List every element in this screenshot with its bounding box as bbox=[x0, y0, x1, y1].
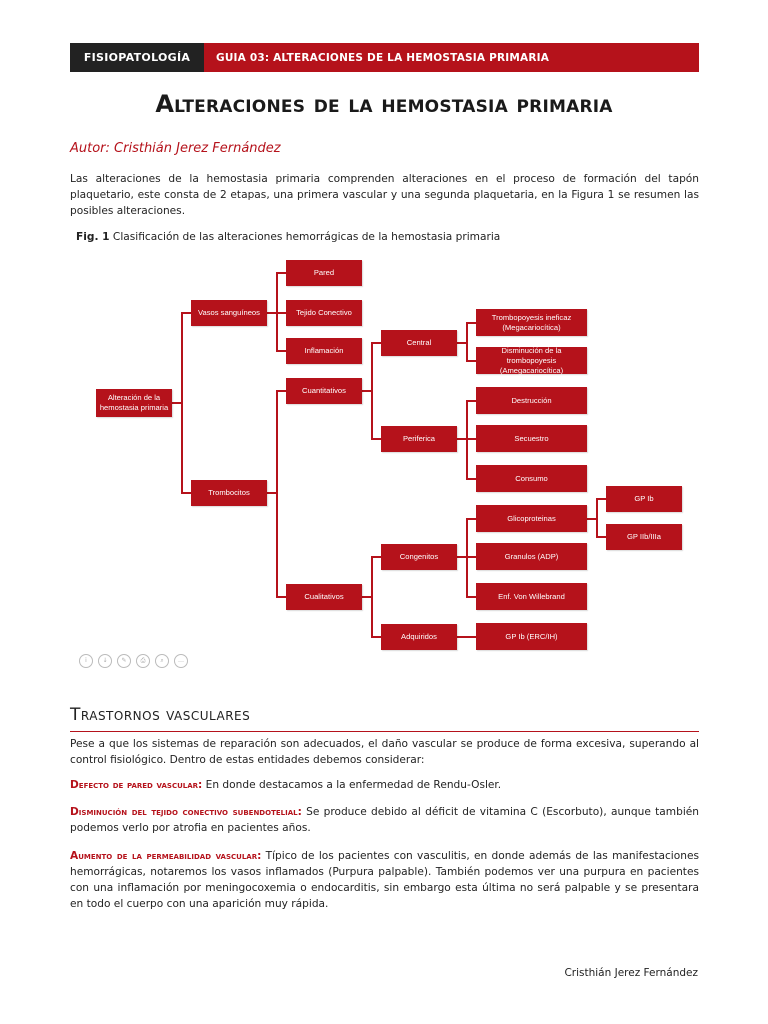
info-icon[interactable]: i bbox=[79, 654, 93, 668]
node-tejido: Tejido Conectivo bbox=[286, 300, 362, 326]
node-cualitativos: Cualitativos bbox=[286, 584, 362, 610]
node-inflamacion: Inflamación bbox=[286, 338, 362, 364]
more-icon[interactable]: … bbox=[174, 654, 188, 668]
section-title: Trastornos vasculares bbox=[70, 705, 251, 725]
node-granulos: Granulos (ADP) bbox=[476, 543, 587, 570]
node-glicoproteinas: Glicoproteinas bbox=[476, 505, 587, 532]
node-secuestro: Secuestro bbox=[476, 425, 587, 452]
item-label: Aumento de la permeabilidad vascular: bbox=[70, 850, 262, 862]
viewer-toolbar bbox=[79, 654, 188, 668]
figure-caption bbox=[76, 231, 500, 243]
item-label: Defecto de pared vascular: bbox=[70, 779, 203, 791]
document-header bbox=[70, 43, 699, 72]
page-title: Alteraciones de la hemostasia primaria bbox=[155, 90, 613, 118]
header-subject: FISIOPATOLOGÍA bbox=[70, 43, 204, 72]
author-line: Autor: Cristhián Jerez Fernández bbox=[70, 141, 281, 156]
item-pared bbox=[70, 777, 699, 793]
node-trombocitos: Trombocitos bbox=[191, 480, 267, 506]
classification-diagram bbox=[70, 252, 699, 692]
print-icon[interactable]: ⎙ bbox=[136, 654, 150, 668]
item-tejido bbox=[70, 804, 699, 836]
node-gp-ib-erc: GP Ib (ERC/IH) bbox=[476, 623, 587, 650]
section-divider bbox=[70, 731, 699, 732]
figure-label: Fig. 1 bbox=[76, 231, 110, 243]
item-text: Típico de los pacientes con vasculitis, en donde además de las manifestaciones hemorrágicas, notaremos los vasos inflamados (Purpura palpable). También podemos ver una purpura en pacientes con una inflamación por meningocoxemia o endocarditis, sin embargo esta última no será palpable y se presentara en todo el cuerpo con una aparición muy rápida. bbox=[70, 850, 699, 910]
node-trombopoyesis-ineficaz: Trombopoyesis ineficaz (Megacariocítica) bbox=[476, 309, 587, 336]
intro-paragraph: Las alteraciones de la hemostasia primaria comprenden alteraciones en el proceso de formación del tapón plaquetario, este consta de 2 etapas, una primera vascular y una segunda plaquetaria, en la Figura 1 se resumen las posibles alteraciones. bbox=[70, 173, 699, 217]
node-destruccion: Destrucción bbox=[476, 387, 587, 414]
download-icon[interactable]: ↓ bbox=[98, 654, 112, 668]
node-root: Alteración de la hemostasia primaria bbox=[96, 389, 172, 417]
node-cuantitativos: Cuantitativos bbox=[286, 378, 362, 404]
item-text: En donde destacamos a la enfermedad de Rendu-Osler. bbox=[202, 779, 502, 791]
footer-author: Cristhián Jerez Fernández bbox=[564, 967, 698, 979]
node-von-willebrand: Enf. Von Willebrand bbox=[476, 583, 587, 610]
node-gp-iib-iiia: GP IIb/IIIa bbox=[606, 524, 682, 550]
node-gp-ib: GP Ib bbox=[606, 486, 682, 512]
node-consumo: Consumo bbox=[476, 465, 587, 492]
item-label: Disminución del tejido conectivo subendotelial: bbox=[70, 806, 302, 818]
figure-caption-text: Clasificación de las alteraciones hemorrágicas de la hemostasia primaria bbox=[112, 231, 501, 243]
node-congenitos: Congenitos bbox=[381, 544, 457, 570]
item-text: Se produce debido al déficit de vitamina C (Escorbuto), aunque también podemos verlo por atrofia en pacientes años. bbox=[70, 806, 700, 834]
search-icon[interactable]: ⌕ bbox=[155, 654, 169, 668]
node-vasos: Vasos sanguíneos bbox=[191, 300, 267, 326]
item-permeabilidad bbox=[70, 848, 699, 912]
header-guide-title: GUIA 03: ALTERACIONES DE LA HEMOSTASIA PRIMARIA bbox=[204, 43, 699, 72]
node-pared: Pared bbox=[286, 260, 362, 286]
node-central: Central bbox=[381, 330, 457, 356]
section-intro: Pese a que los sistemas de reparación son adecuados, el daño vascular se produce de forma excesiva, superando al control fisiológico. Dentro de estas entidades debemos considerar: bbox=[70, 738, 699, 766]
node-periferica: Periferica bbox=[381, 426, 457, 452]
edit-icon[interactable]: ✎ bbox=[117, 654, 131, 668]
node-disminucion-trombopoyesis: Disminución de la trombopoyesis (Amegacariocítica) bbox=[476, 347, 587, 374]
node-adquiridos: Adquiridos bbox=[381, 624, 457, 650]
